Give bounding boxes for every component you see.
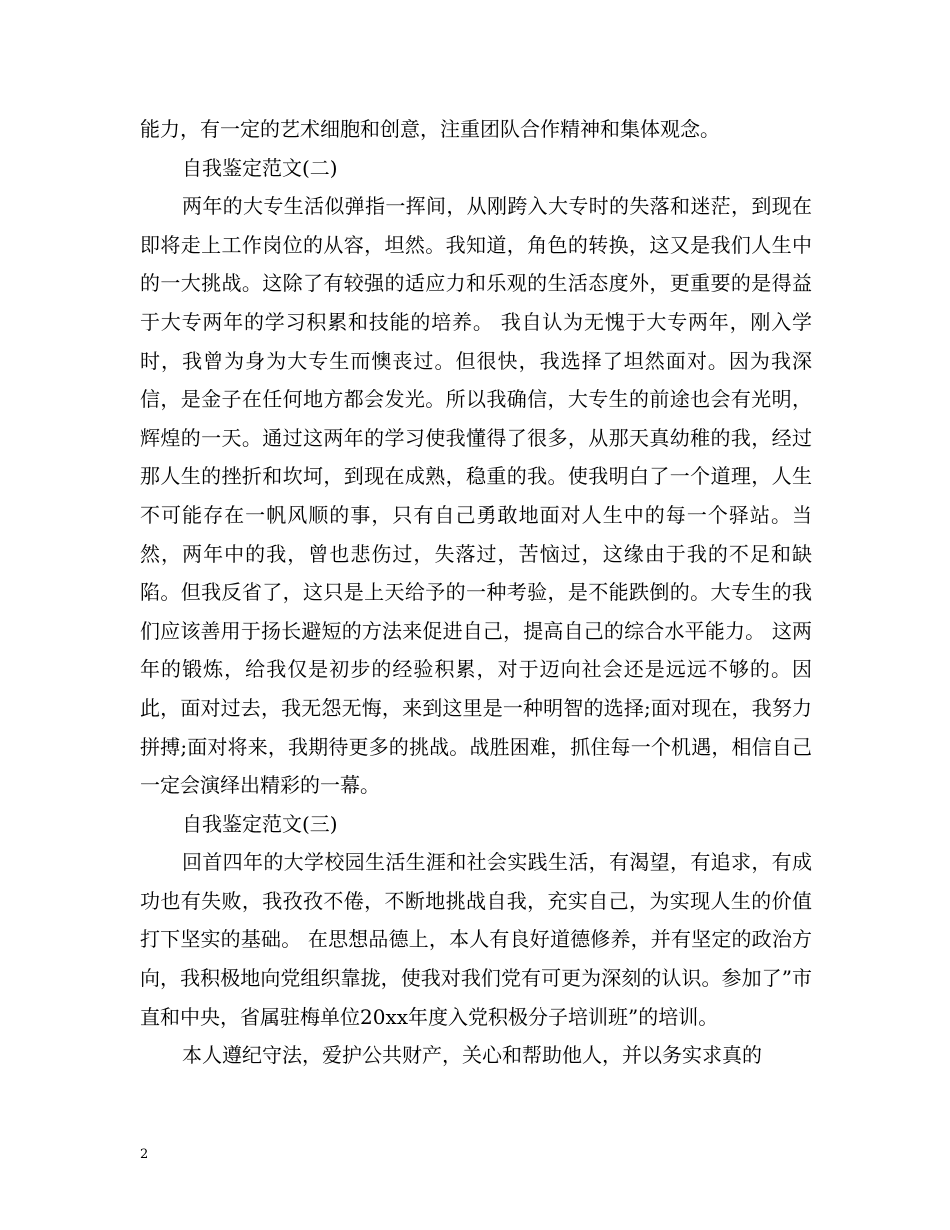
document-body (140, 110, 812, 1075)
paragraph-4: 本人遵纪守法，爱护公共财产，关心和帮助他人，并以务实求真的 (182, 1043, 762, 1068)
section-heading-2: 自我鉴定范文(二) (182, 155, 338, 180)
paragraph-2: 两年的大专生活似弹指一挥间，从刚跨入大专时的失落和迷茫，到现在即将走上工作岗位的从容，坦然。我知道，角色的转换，这又是我们人生中的一大挑战。这除了有较强的适应力和乐观的生活态度外，更重要的是得益于大专两年的学习积累和技能的培养。 我自认为无愧于大专两年，刚入学时，我曾为身为大专生而懊丧过。但很快，我选择了坦然面对。因为我深信，是金子在任何地方都会发光。所以我确信，大专生的前途也会有光明，辉煌的一天。通过这两年的学习使我懂得了很多，从那天真幼稚的我，经过那人生的挫折和坎坷，到现在成熟，稳重的我。使我明白了一个道理，人生不可能存在一帆风顺的事，只有自己勇敢地面对人生中的每一个驿站。当然，两年中的我，曾也悲伤过，失落过，苦恼过，这缘由于我的不足和缺陷。但我反省了，这只是上天给予的一种考验，是不能跌倒的。大专生的我们应该善用于扬长避短的方法来促进自己，提高自己的综合水平能力。 这两年的锻炼，给我仅是初步的经验积累，对于迈向社会还是远远不够的。因此，面对过去，我无怨无悔，来到这里是一种明智的选择;面对现在，我努力拼搏;面对将来，我期待更多的挑战。战胜困难，抓住每一个机遇，相信自己一定会演绎出精彩的一幕。 (140, 194, 812, 798)
page-number: 2 (140, 1147, 149, 1162)
paragraph-3: 回首四年的大学校园生活生涯和社会实践生活，有渴望，有追求，有成功也有失败，我孜孜不倦，不断地挑战自我，充实自己，为实现人生的价值打下坚实的基础。 在思想品德上，本人有良好道德修养，并有坚定的政治方向，我积极地向党组织靠拢，使我对我们党有可更为深刻的认识。参加了”市直和中央，省属驻梅单位20xx年度入党积极分子培训班”的培训。 (140, 850, 812, 1029)
section-heading-3: 自我鉴定范文(三) (182, 811, 338, 836)
paragraph-1: 能力，有一定的艺术细胞和创意，注重团队合作精神和集体观念。 (140, 117, 720, 141)
